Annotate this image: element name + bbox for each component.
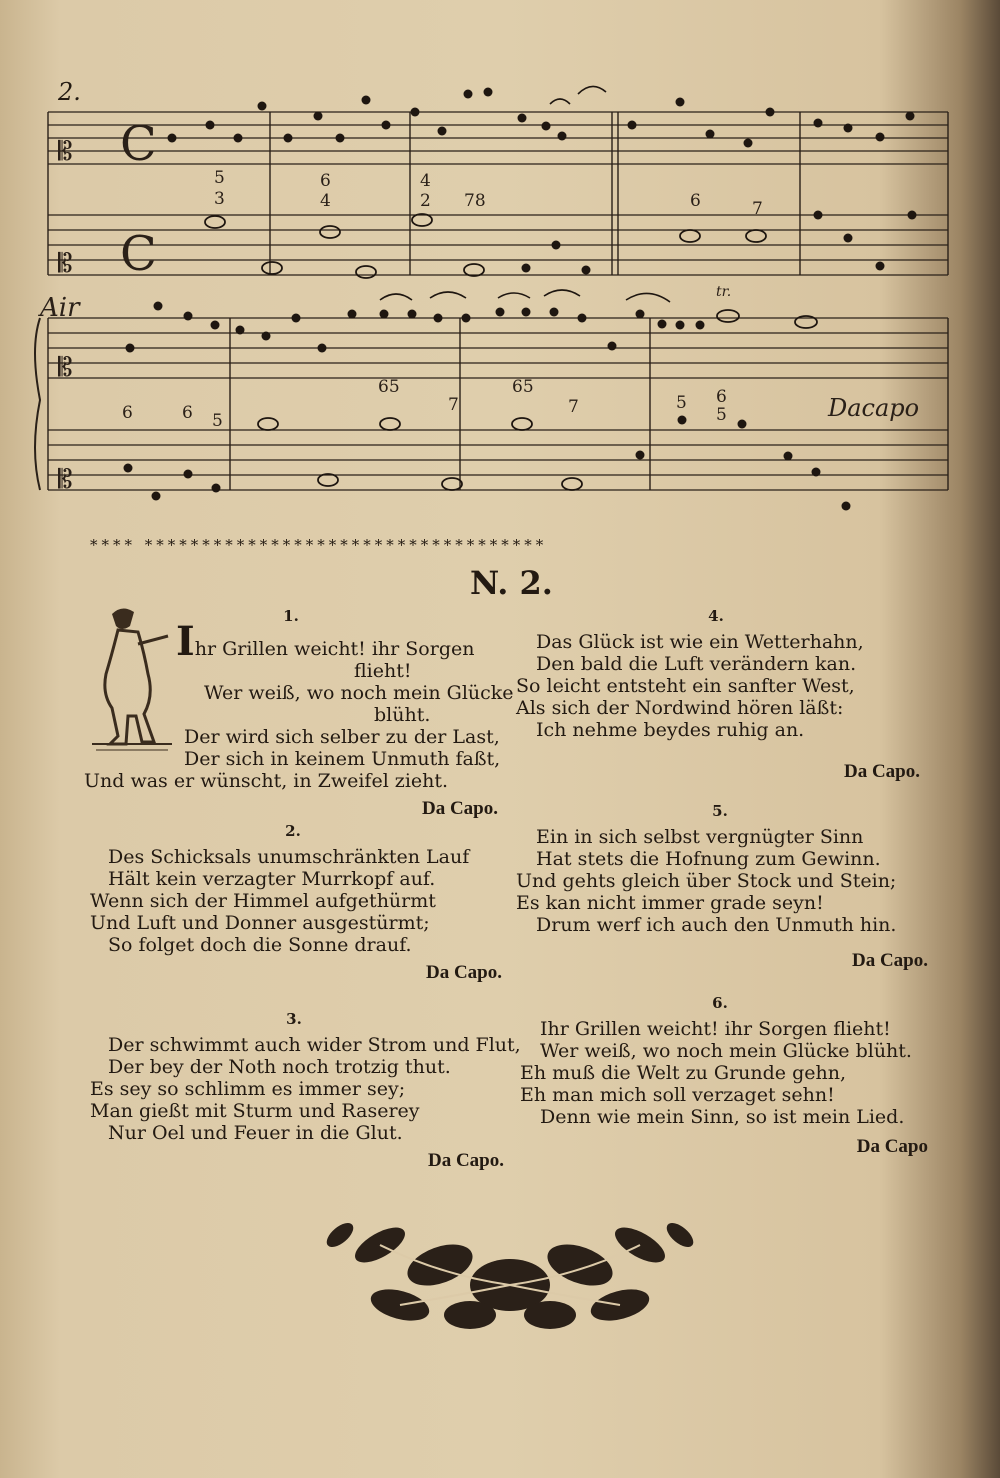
floral-ornament (320, 1205, 700, 1345)
figure: 7 (752, 199, 763, 219)
verse-line: Des Schicksals unumschränkten Lauf (108, 846, 470, 868)
verse-line: So leicht entsteht ein sanfter West, (516, 675, 855, 697)
da-capo: Da Capo (856, 1136, 928, 1157)
verse-line: Der bey der Noth noch trotzig thut. (108, 1056, 451, 1078)
verse-line: flieht! (354, 660, 412, 682)
dacapo-mark: Dacapo (828, 394, 920, 422)
verse-line: Hält kein verzagter Murrkopf auf. (108, 868, 436, 890)
verse-line: Wenn sich der Himmel aufgethürmt (90, 890, 436, 912)
verse-line: Als sich der Nordwind hören läßt: (516, 697, 844, 719)
music-score (0, 0, 1000, 520)
stanza-3 (84, 1008, 521, 1172)
song-heading: N. 2. (470, 564, 553, 602)
time-signature: C (120, 116, 157, 172)
figure: 65 (512, 377, 534, 397)
whole-notes-system2 (258, 310, 817, 490)
verse-line: Der schwimmt auch wider Strom und Flut, (108, 1034, 521, 1056)
verse-line: Und gehts gleich über Stock und Stein; (516, 870, 897, 892)
stanza-number: 3. (286, 1010, 302, 1028)
figure: 7 (448, 395, 459, 415)
stanza-4 (512, 605, 920, 783)
figure: 5 (716, 405, 727, 425)
figure: 4 (420, 171, 431, 191)
notes-system1-bottom (522, 211, 917, 275)
figure: 5 (214, 168, 225, 188)
stanza-number: 4. (708, 607, 724, 625)
stanza-5 (512, 800, 928, 972)
figure: 7 (568, 397, 579, 417)
stanza-1 (84, 605, 514, 820)
verse-line: Denn wie mein Sinn, so ist mein Lied. (540, 1106, 905, 1128)
verse-line: blüht. (374, 704, 431, 726)
figure: 3 (214, 189, 225, 209)
air-label: Air (40, 293, 80, 323)
figure: 4 (320, 191, 331, 211)
stanza-2 (84, 820, 502, 984)
verse-line: Nur Oel und Feuer in die Glut. (108, 1122, 403, 1144)
figure: 6 (690, 191, 701, 211)
figure: 5 (676, 393, 687, 413)
verse-line: Hat stets die Hofnung zum Gewinn. (536, 848, 881, 870)
verse-line: Ich nehme beydes ruhig an. (536, 719, 805, 741)
figure: 6 (182, 403, 193, 423)
verse-line: Ein in sich selbst vergnügter Sinn (536, 826, 864, 848)
barlines (48, 112, 948, 490)
da-capo: Da Capo. (851, 950, 928, 971)
da-capo: Da Capo. (421, 798, 498, 819)
verse-line: Das Glück ist wie ein Wetterhahn, (536, 631, 864, 653)
stanza-number: 5. (712, 802, 728, 820)
half-notes-system1 (205, 214, 766, 278)
da-capo: Da Capo. (843, 761, 920, 782)
stanza-number: 1. (283, 607, 299, 625)
trill-mark: tr. (716, 284, 732, 300)
page-number: 2. (58, 78, 81, 106)
alto-clef: 𝄡 (58, 137, 73, 167)
notes-system2-top (126, 302, 705, 353)
figure: 78 (464, 191, 486, 211)
bass-clef: 𝄡 (58, 249, 73, 279)
verse-line: Den bald die Luft verändern kan. (536, 653, 857, 675)
figure: 6 (716, 387, 727, 407)
figure: 6 (122, 403, 133, 423)
verse-line: Eh muß die Welt zu Grunde gehn, (520, 1062, 847, 1084)
time-signature: C (120, 226, 157, 282)
verse-line: Und was er wünscht, in Zweifel zieht. (84, 770, 449, 792)
verse-line: Der wird sich selber zu der Last, (184, 726, 500, 748)
verse-line: So folget doch die Sonne drauf. (108, 934, 412, 956)
verse-line: Ihr Grillen weicht! ihr Sorgen flieht! (540, 1018, 891, 1040)
figure: 2 (420, 191, 431, 211)
figure: 65 (378, 377, 400, 397)
figure: 5 (212, 411, 223, 431)
verse-line: Man gießt mit Sturm und Raserey (90, 1100, 420, 1122)
separator: **** *********************************** (90, 536, 548, 554)
verse-line: Es kan nicht immer grade seyn! (516, 892, 824, 914)
verse-line: Drum werf ich auch den Unmuth hin. (536, 914, 897, 936)
verse-line: Ihr Grillen weicht! ihr Sorgen (176, 618, 475, 665)
verse-line: Es sey so schlimm es immer sey; (90, 1078, 406, 1100)
staff-lines (48, 112, 948, 490)
verse-line: Wer weiß, wo noch mein Glücke (204, 682, 514, 704)
alto-clef: 𝄡 (58, 353, 73, 383)
verse-line: Eh man mich soll verzaget sehn! (520, 1084, 835, 1106)
verse-line: Wer weiß, wo noch mein Glücke blüht. (540, 1040, 912, 1062)
stanza-number: 6. (712, 994, 728, 1012)
brace (35, 318, 40, 490)
verse-line: Und Luft und Donner ausgestürmt; (90, 912, 430, 934)
initial-letter: I (176, 618, 195, 665)
da-capo: Da Capo. (425, 962, 502, 983)
bass-clef: 𝄡 (58, 465, 73, 495)
verse-line: Der sich in keinem Unmuth faßt, (184, 748, 501, 770)
stanza-6 (512, 992, 928, 1158)
da-capo: Da Capo. (427, 1150, 504, 1171)
stanza-number: 2. (285, 822, 301, 840)
figure: 6 (320, 171, 331, 191)
